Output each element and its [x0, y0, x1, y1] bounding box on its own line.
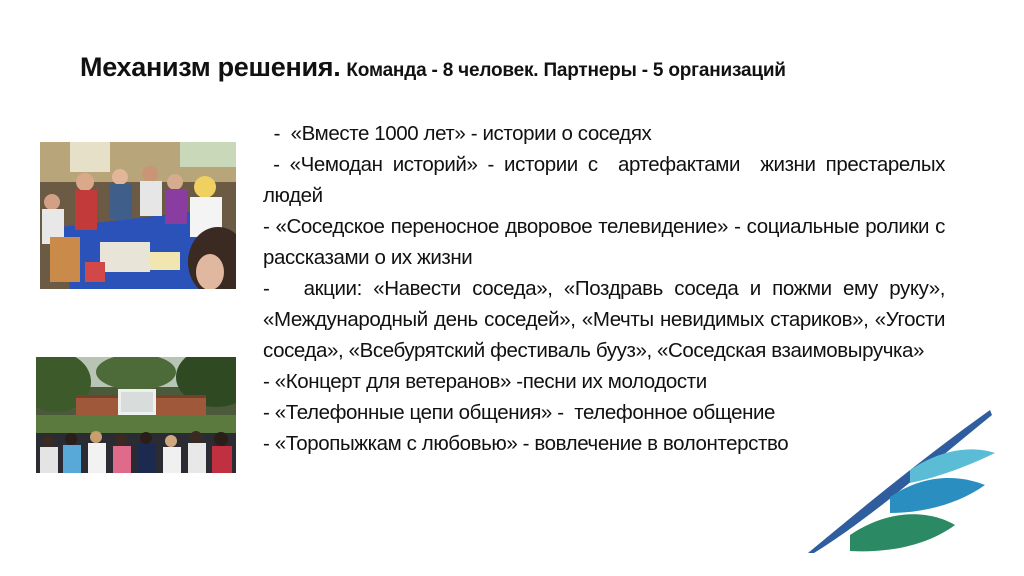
list-item: - «Концерт для ветеранов» -песни их молодости [263, 370, 707, 393]
brand-swoosh-logo [800, 405, 1000, 555]
list-item: - акции: «Навести соседа», «Поздравь соседа и пожми ему руку», «Международный день соседей», «Мечты невидимых стариков», «Угости соседа», «Всебурятский фестиваль бууз», «Соседская взаимовыручка» [263, 277, 951, 362]
list-item: - «Соседское переносное дворовое телевидение» - социальные ролики с рассказами о их жизни [263, 215, 945, 269]
title-main: Механизм решения. [80, 52, 341, 82]
list-item: - «Торопыжкам с любовью» - вовлечение в волонтерство [263, 432, 789, 455]
photo-outdoor-screening [36, 357, 236, 473]
list-item: - «Вместе 1000 лет» - истории о соседях [263, 122, 652, 145]
list-item: - «Чемодан историй» - истории с артефактами жизни престарелых людей [263, 153, 951, 207]
title-subtitle: Команда - 8 человек. Партнеры - 5 организаций [346, 60, 786, 81]
slide-title [80, 52, 786, 83]
photo-indoor-gathering [40, 142, 236, 289]
list-item: - «Телефонные цепи общения» - телефонное общение [263, 401, 776, 424]
